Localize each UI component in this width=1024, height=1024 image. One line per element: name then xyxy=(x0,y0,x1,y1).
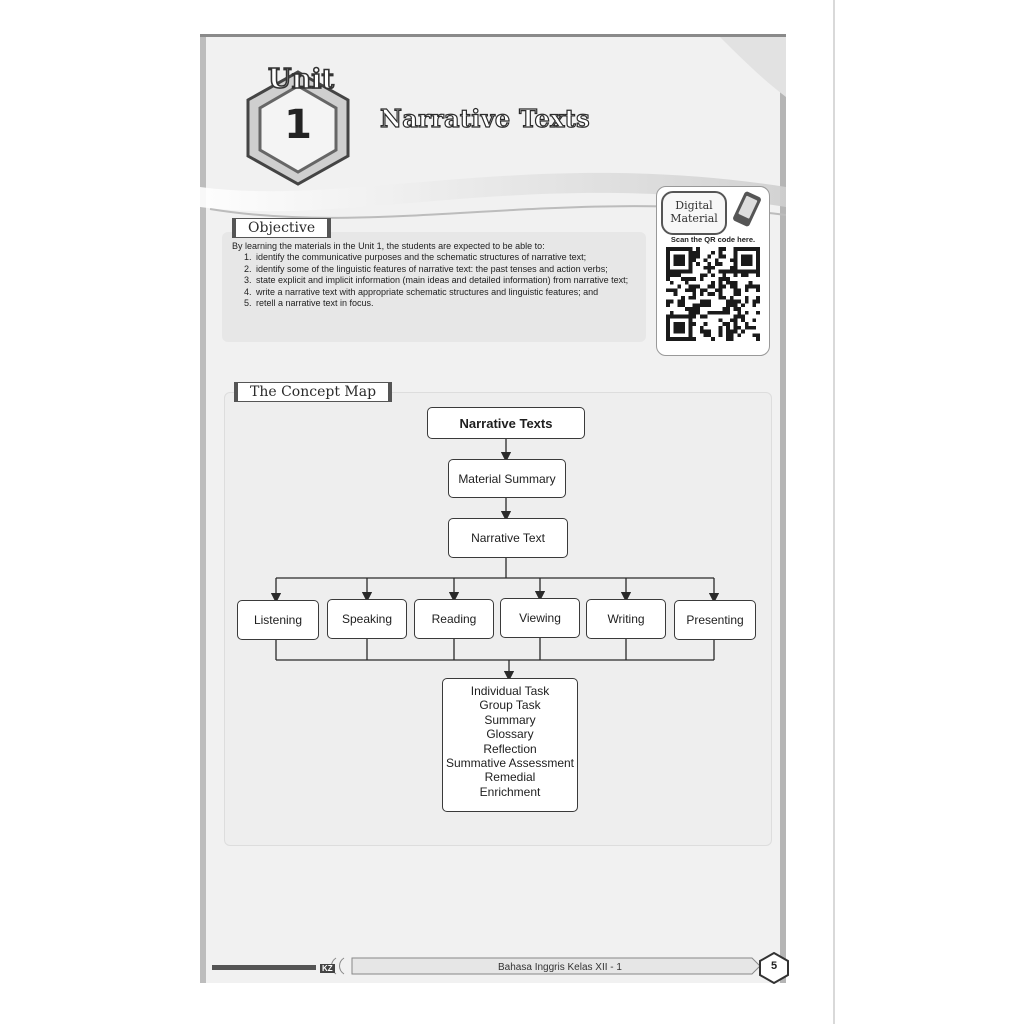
task-item: Reflection xyxy=(483,741,537,756)
objective-item: 3. state explicit and implicit information (main ideas and detailed information) from narrative text; xyxy=(254,275,644,286)
footer-book-title: Bahasa Inggris Kelas XII - 1 xyxy=(498,962,622,973)
task-item: Glossary xyxy=(486,727,534,742)
objective-item: 5. retell a narrative text in focus. xyxy=(254,298,644,309)
digital-material-line1: Digital xyxy=(675,199,713,212)
digital-material-line2: Material xyxy=(670,212,718,225)
task-item: Remedial xyxy=(484,770,536,785)
publisher-mark: KZ xyxy=(322,964,333,973)
unit-title: Narrative Texts xyxy=(380,104,590,133)
objective-item: 4. write a narrative text with appropriate schematic structures and linguistic features; and xyxy=(254,287,644,298)
concept-node-root: Narrative Texts xyxy=(427,407,585,439)
skill-node-reading: Reading xyxy=(414,599,494,639)
skill-node-listening: Listening xyxy=(237,600,319,640)
objective-item: 1. identify the communicative purposes and the schematic structures of narrative text; xyxy=(254,252,644,263)
concept-node-tasks xyxy=(442,678,578,812)
objective-label: Objective xyxy=(232,218,331,238)
concept-node-material-summary: Material Summary xyxy=(448,459,566,498)
unit-number: 1 xyxy=(284,102,312,148)
skill-node-presenting: Presenting xyxy=(674,600,756,640)
scan-instruction: Scan the QR code here. xyxy=(670,235,756,244)
task-item: Summative Assessment xyxy=(445,756,575,771)
skill-node-viewing: Viewing xyxy=(500,598,580,638)
skill-node-writing: Writing xyxy=(586,599,666,639)
concept-map-label: The Concept Map xyxy=(234,382,392,402)
task-item: Group Task xyxy=(479,698,541,713)
objective-item: 2. identify some of the linguistic features of narrative text: the past tenses and action verbs; xyxy=(254,264,644,275)
page-number: 5 xyxy=(770,960,778,972)
concept-node-narrative-text: Narrative Text xyxy=(448,518,568,558)
task-item: Enrichment xyxy=(479,784,541,799)
task-item: Summary xyxy=(484,712,536,727)
task-item: Individual Task xyxy=(470,684,550,698)
unit-word: Unit xyxy=(268,64,334,95)
footer-bar xyxy=(212,956,760,976)
skill-node-speaking: Speaking xyxy=(327,599,407,639)
objective-intro: By learning the materials in the Unit 1, the students are expected to be able to: xyxy=(232,241,545,251)
